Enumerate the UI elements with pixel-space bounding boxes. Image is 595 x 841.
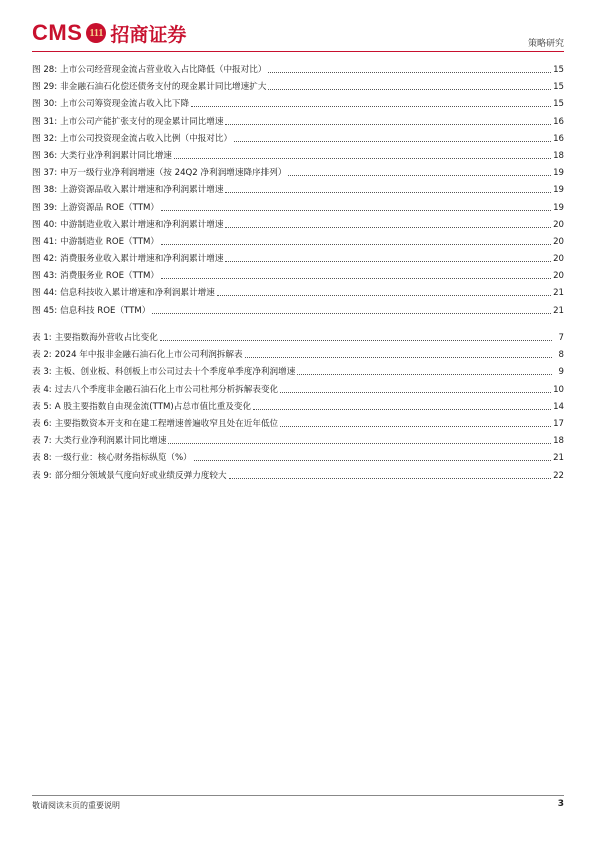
table-entry[interactable]	[32, 433, 564, 450]
entry-page-number: 20	[553, 271, 564, 282]
entry-label: 图 32:	[32, 133, 58, 144]
dot-leader	[234, 131, 551, 142]
figure-entry[interactable]	[32, 114, 564, 131]
entry-page-number: 19	[553, 168, 564, 179]
dot-leader	[297, 364, 552, 375]
entry-page-number: 20	[553, 219, 564, 230]
entry-label: 图 45:	[32, 305, 58, 316]
dot-leader	[225, 251, 551, 262]
entry-title: 申万一级行业净利润增速（按 24Q2 净利润增速降序排列）	[60, 168, 287, 179]
entry-label: 图 42:	[32, 254, 58, 265]
table-entry[interactable]	[32, 364, 564, 381]
entry-title: 上市公司经营现金流占营业收入占比降低（中报对比）	[60, 65, 267, 75]
entry-label: 表 2:	[32, 350, 52, 361]
dot-leader	[160, 330, 552, 341]
figure-entry[interactable]	[32, 96, 564, 113]
figure-index-list	[32, 62, 564, 320]
dot-leader	[191, 96, 551, 107]
entry-label: 表 6:	[32, 418, 52, 429]
table-entry[interactable]	[32, 416, 564, 433]
logo-cms-text: CMS	[32, 20, 83, 45]
dot-leader	[225, 182, 551, 193]
entry-label: 表 1:	[32, 333, 52, 343]
dot-leader	[161, 234, 551, 245]
figure-entry[interactable]	[32, 268, 564, 285]
table-entry[interactable]	[32, 450, 564, 467]
entry-page-number: 21	[553, 305, 564, 316]
entry-label: 图 37:	[32, 168, 58, 179]
entry-title: 信息科技收入累计增速和净利润累计增速	[60, 288, 215, 299]
entry-label: 图 28:	[32, 65, 58, 75]
entry-title: 大类行业净利润累计同比增速	[54, 436, 167, 447]
figure-entry[interactable]	[32, 200, 564, 217]
entry-page-number: 15	[553, 82, 564, 93]
entry-title: 过去八个季度非金融石油石化上市公司杜邦分析拆解表变化	[54, 384, 279, 395]
table-entry[interactable]	[32, 347, 564, 364]
figure-entry[interactable]	[32, 285, 564, 302]
dot-leader	[152, 303, 551, 314]
dot-leader	[288, 165, 551, 176]
entry-page-number: 15	[553, 99, 564, 110]
entry-label: 表 7:	[32, 436, 52, 447]
entry-label: 图 30:	[32, 99, 58, 110]
entry-page-number: 16	[553, 133, 564, 144]
logo-company-name: 招商证券	[110, 23, 187, 46]
cms-logo	[32, 18, 186, 48]
figure-entry[interactable]	[32, 165, 564, 182]
entry-title: A 股主要指数自由现金流(TTM)占总市值比重及变化	[54, 401, 252, 412]
dot-leader	[268, 79, 551, 90]
footer-disclaimer: 敬请阅读末页的重要说明	[32, 801, 120, 810]
entry-title: 非金融石油石化偿还债务支付的现金累计同比增速扩大	[60, 82, 267, 93]
page-header	[32, 18, 564, 52]
entry-label: 表 9:	[32, 470, 52, 481]
entry-page-number: 21	[553, 288, 564, 299]
entry-label: 表 8:	[32, 453, 52, 464]
dot-leader	[161, 200, 551, 211]
table-index-list	[32, 330, 564, 485]
entry-title: 上市公司投资现金流占收入比例（中报对比）	[60, 133, 233, 144]
dot-leader	[217, 285, 551, 296]
dot-leader	[245, 347, 552, 358]
entry-page-number: 15	[553, 65, 564, 75]
entry-label: 图 31:	[32, 116, 58, 127]
logo-seal-icon: 111	[86, 23, 106, 43]
entry-title: 信息科技 ROE（TTM）	[60, 305, 151, 316]
entry-title: 主板、创业板、科创板上市公司过去十个季度单季度净利润增速	[54, 367, 296, 378]
entry-page-number: 7	[558, 333, 564, 343]
entry-title: 主要指数海外营收占比变化	[54, 333, 158, 343]
figure-entry[interactable]	[32, 251, 564, 268]
entry-page-number: 19	[553, 185, 564, 196]
entry-title: 中游制造业 ROE（TTM）	[60, 236, 159, 247]
entry-title: 2024 年中报非金融石油石化上市公司利润拆解表	[54, 350, 243, 361]
entry-label: 图 39:	[32, 202, 58, 213]
entry-title: 主要指数资本开支和在建工程增速普遍收窄且处在近年低位	[54, 418, 279, 429]
entry-title: 消费服务业 ROE（TTM）	[60, 271, 159, 282]
table-entry[interactable]	[32, 330, 564, 347]
entry-page-number: 20	[553, 236, 564, 247]
header-divider	[32, 51, 564, 52]
entry-title: 上市公司产能扩张支付的现金累计同比增速	[60, 116, 224, 127]
dot-leader	[229, 468, 551, 479]
entry-page-number: 20	[553, 254, 564, 265]
entry-page-number: 8	[558, 350, 564, 361]
figure-entry[interactable]	[32, 131, 564, 148]
entry-page-number: 19	[553, 202, 564, 213]
footer-divider	[32, 795, 564, 796]
entry-label: 图 43:	[32, 271, 58, 282]
figure-entry[interactable]	[32, 79, 564, 96]
entry-page-number: 18	[553, 436, 564, 447]
figure-entry[interactable]	[32, 217, 564, 234]
figure-entry[interactable]	[32, 182, 564, 199]
report-category: 策略研究	[527, 39, 564, 49]
dot-leader	[194, 450, 551, 461]
entry-page-number: 14	[553, 401, 564, 412]
table-entry[interactable]	[32, 382, 564, 399]
entry-label: 表 3:	[32, 367, 52, 378]
entry-title: 上游资源品收入累计增速和净利润累计增速	[60, 185, 224, 196]
entry-page-number: 16	[553, 116, 564, 127]
entry-title: 上游资源品 ROE（TTM）	[60, 202, 159, 213]
table-entry[interactable]	[32, 399, 564, 416]
dot-leader	[268, 62, 551, 73]
entry-label: 图 36:	[32, 150, 58, 161]
entry-label: 图 29:	[32, 82, 58, 93]
figure-entry[interactable]	[32, 148, 564, 165]
entry-page-number: 22	[553, 470, 564, 481]
entry-label: 图 41:	[32, 236, 58, 247]
entry-label: 图 44:	[32, 288, 58, 299]
figure-entry[interactable]	[32, 303, 564, 320]
entry-page-number: 10	[553, 384, 564, 395]
dot-leader	[174, 148, 551, 159]
entry-title: 大类行业净利润累计同比增速	[60, 150, 172, 161]
dot-leader	[161, 268, 551, 279]
entry-label: 图 38:	[32, 185, 58, 196]
entry-title: 中游制造业收入累计增速和净利润累计增速	[60, 219, 224, 230]
entry-title: 上市公司筹资现金流占收入比下降	[60, 99, 190, 110]
page-number: 3	[557, 799, 564, 809]
dot-leader	[225, 114, 551, 125]
dot-leader	[225, 217, 551, 228]
entry-page-number: 9	[558, 367, 564, 378]
entry-label: 图 40:	[32, 219, 58, 230]
entry-label: 表 4:	[32, 384, 52, 395]
entry-label: 表 5:	[32, 401, 52, 412]
entry-title: 消费服务业收入累计增速和净利润累计增速	[60, 254, 224, 265]
figure-entry[interactable]	[32, 234, 564, 251]
dot-leader	[280, 416, 551, 427]
dot-leader	[253, 399, 551, 410]
entry-page-number: 18	[553, 150, 564, 161]
entry-page-number: 21	[553, 453, 564, 464]
entry-title: 部分细分领域景气度向好或业绩反弹力度较大	[54, 470, 227, 481]
entry-title: 一级行业：核心财务指标纵览（%）	[54, 453, 192, 464]
dot-leader	[168, 433, 551, 444]
figure-entry[interactable]	[32, 62, 564, 79]
entry-page-number: 17	[553, 418, 564, 429]
table-entry[interactable]	[32, 468, 564, 485]
dot-leader	[280, 382, 551, 393]
